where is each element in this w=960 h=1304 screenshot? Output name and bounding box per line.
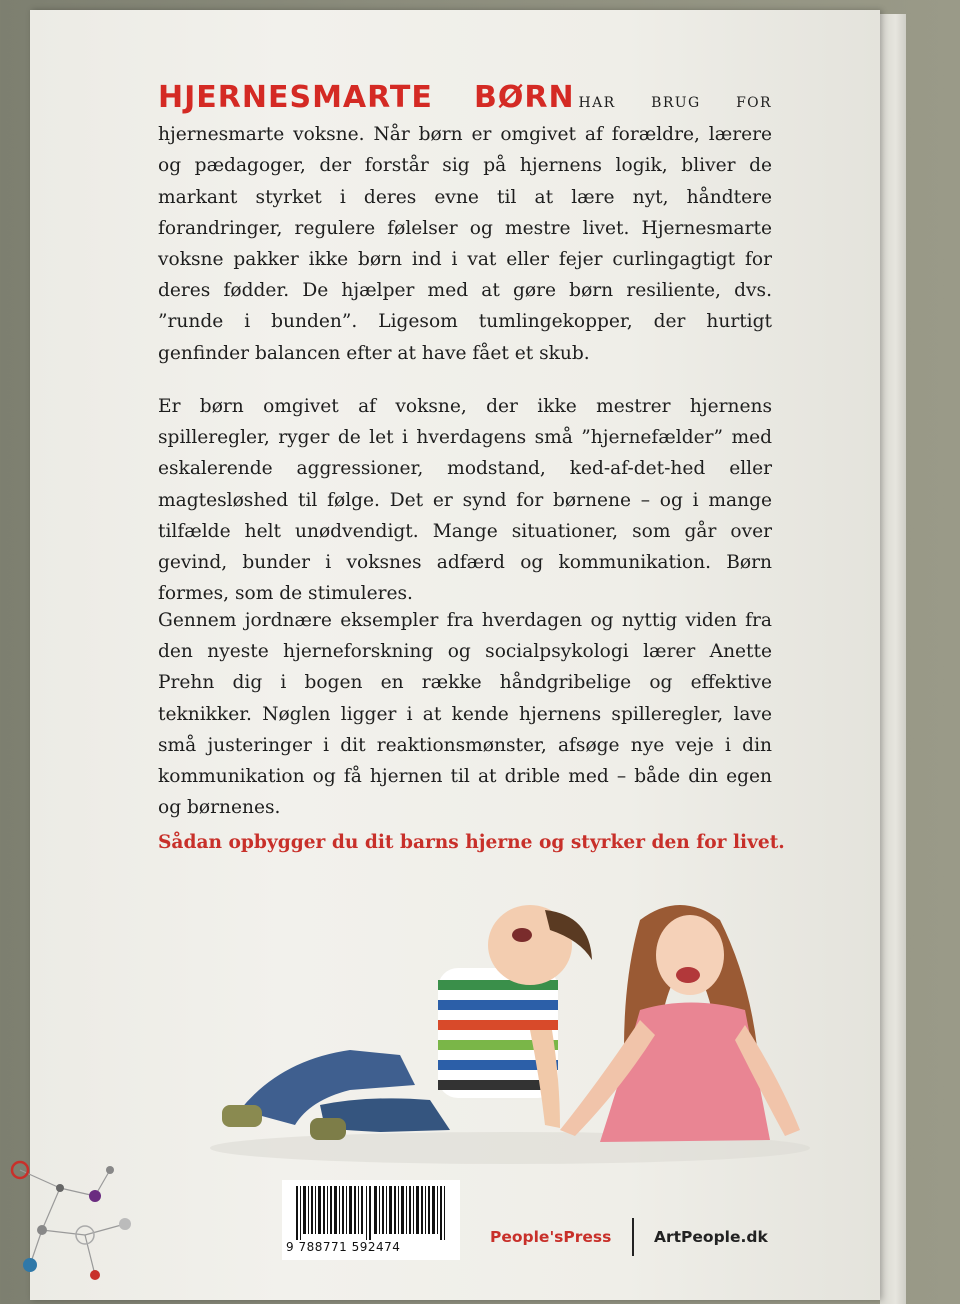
book-spine-edge bbox=[880, 14, 906, 1304]
children-photo bbox=[200, 880, 820, 1180]
blurb-paragraph-1 bbox=[158, 82, 772, 369]
barcode-bars bbox=[296, 1186, 456, 1240]
tagline: Sådan opbygger du dit barns hjerne og styrker den for livet. bbox=[158, 832, 785, 853]
network-decoration bbox=[0, 1140, 160, 1280]
isbn-number: 9 788771 592474 bbox=[286, 1240, 401, 1254]
blurb-paragraph-3: Gennem jordnære eksempler fra hverdagen og nyttig viden fra den nyeste hjerneforskning og socialpsykologi lærer Anette Prehn dig i bogen en række håndgribelige og effektive teknikker. Nøglen ligger i at kende hjernens spilleregler, lave små justeringer i dit reaktionsmønster, afsøge nye veje i din kommunikation og få hjernen til at drible med – både din egen og børnenes. bbox=[158, 610, 772, 819]
publisher-artpeople: ArtPeople.dk bbox=[654, 1228, 768, 1246]
lead-in-small-caps: HAR BRUG FOR bbox=[578, 95, 772, 111]
paragraph-1-text: hjernesmarte voksne. Når børn er omgivet af forældre, lærere og pædagoger, der forstår sig på hjernens logik, bliver de markant styrket i deres evne til at lære nyt, håndtere forandringer, regulere følelser og mestre livet. Hjernesmarte voksne pakker ikke børn ind i vat eller fejer curlingagtigt for deres fødder. De hjælper med at gøre børn resiliente, dvs. ”runde i bunden”. Ligesom tumlingekopper, der hurtigt genfinder balancen efter at have fået et skub. bbox=[158, 124, 772, 364]
publisher-peoples-press: People'sPress bbox=[490, 1228, 612, 1246]
publisher-divider bbox=[632, 1218, 634, 1256]
blurb-paragraph-2: Er børn omgivet af voksne, der ikke mestrer hjernens spilleregler, ryger de let i hverdagens små ”hjernefælder” med eskalerende aggressioner, modstand, ked-af-det-hed eller magtesløshed til følge. Det er synd for børnene – og i mange tilfælde helt unødvendigt. Mange situationer, som går over gevind, bunder i voksnes adfærd og kommunikation. Børn formes, som de stimuleres. bbox=[158, 396, 772, 605]
boy-figure bbox=[222, 905, 592, 1140]
book-title: HJERNESMARTE BØRN bbox=[158, 80, 575, 115]
girl-figure bbox=[560, 905, 800, 1142]
isbn-barcode bbox=[282, 1180, 460, 1260]
